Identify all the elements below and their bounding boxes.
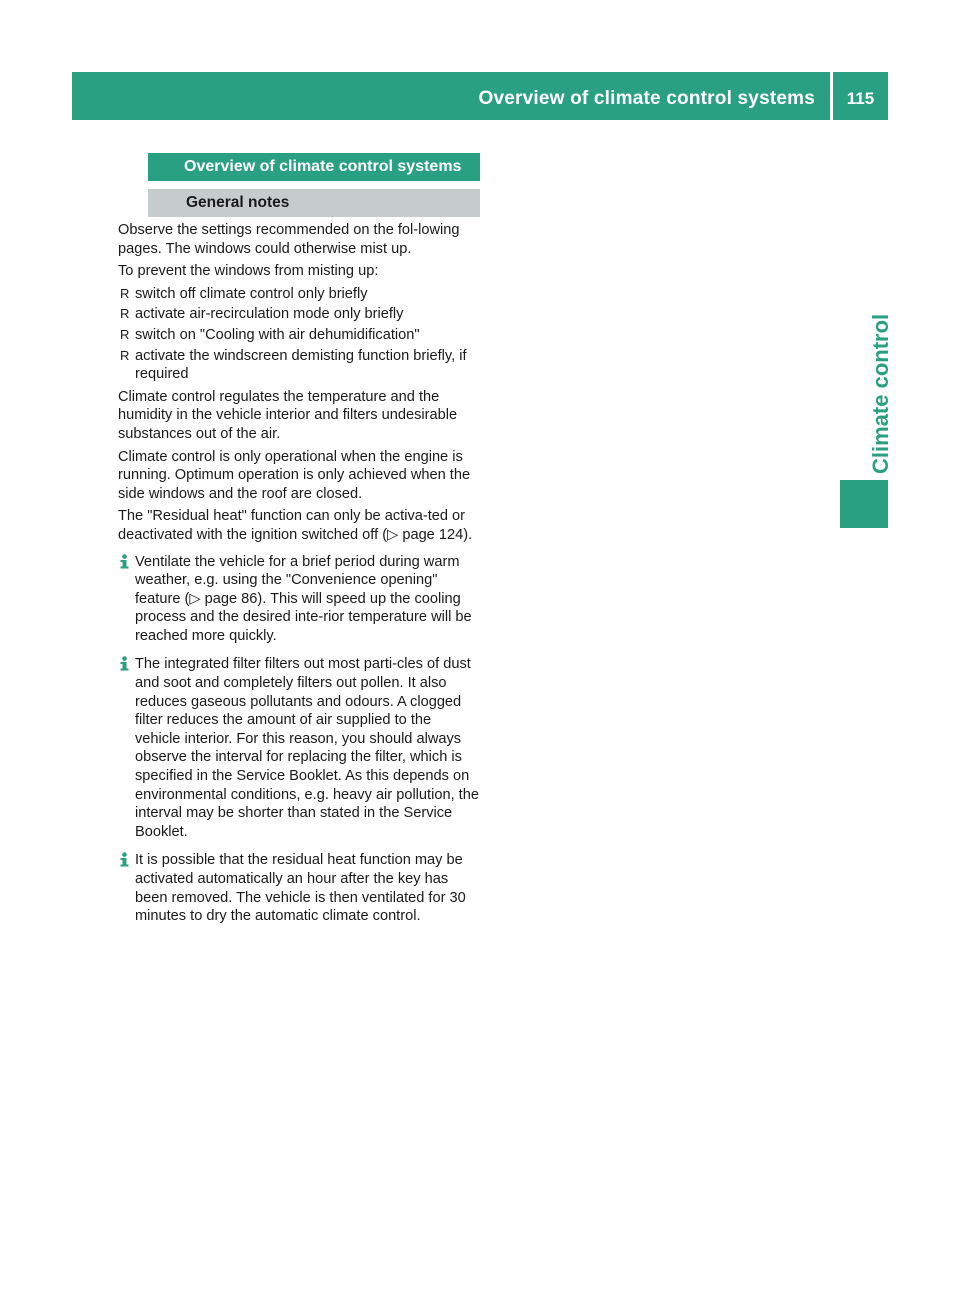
- page-header: [72, 72, 888, 120]
- bullet-icon: R: [120, 306, 130, 322]
- paragraph-settings: Observe the settings recommended on the fol-lowing pages. The windows could otherwise mist up.: [118, 222, 460, 257]
- paragraph-residual-heat: The "Residual heat" function can only be activa-ted or deactivated with the ignition switched off (▷ page 124).: [118, 508, 473, 543]
- info-icon: [118, 554, 131, 569]
- bullet-icon: R: [120, 326, 130, 342]
- list-item: R activate the windscreen demisting function briefly, if required: [120, 347, 467, 383]
- list-item: R activate air-recirculation mode only briefly: [120, 306, 404, 323]
- note-ventilate: [118, 553, 480, 646]
- misting-list: [118, 285, 480, 384]
- info-icon: [118, 656, 131, 671]
- note-text: Ventilate the vehicle for a brief period during warm weather, e.g. using the "Convenience opening" feature (▷ page 86). This will speed up the cooling process and the desired inte-rior temperature will be reached more quickly.: [135, 553, 472, 644]
- bullet-icon: R: [120, 347, 130, 363]
- info-icon: [118, 852, 131, 867]
- note-filter: [118, 655, 480, 841]
- paragraph-regulation: Climate control regulates the temperature and the humidity in the vehicle interior and filters undesirable substances out of the air.: [118, 388, 458, 442]
- list-item: R switch off climate control only briefly: [120, 285, 368, 302]
- list-item: R switch on "Cooling with air dehumidification": [120, 326, 420, 343]
- page-number: 115: [846, 89, 875, 108]
- paragraph-operation: Climate control is only operational when the engine is running. Optimum operation is only achieved when the side windows and the roof are closed.: [118, 448, 471, 502]
- main-content: [118, 153, 480, 936]
- header-title: Overview of climate control systems: [478, 88, 815, 109]
- note-residual-heat: [118, 851, 480, 925]
- paragraph-prevent-misting: To prevent the windows from misting up:: [118, 263, 379, 280]
- chapter-tab-label: Climate control: [868, 313, 893, 474]
- note-text: It is possible that the residual heat function may be activated automatically an hour after the key has been removed. The vehicle is then ventilated for 30 minutes to dry the automatic climate control.: [135, 852, 466, 925]
- chapter-tab-marker: [840, 480, 888, 528]
- section-title: Overview of climate control systems: [148, 153, 480, 181]
- subsection-title: General notes: [148, 189, 480, 217]
- note-text: The integrated filter filters out most parti-cles of dust and soot and completely filters out pollen. It also reduces gaseous pollutants and odours. A clogged filter reduces the amount of air supplied to the vehicle interior. For this reason, you should always observe the interval for replacing the filter, which is specified in the Service Booklet. As this depends on environmental conditions, e.g. heavy air pollution, the interval may be shorter than stated in the Service Booklet.: [135, 656, 479, 840]
- bullet-icon: R: [120, 285, 130, 301]
